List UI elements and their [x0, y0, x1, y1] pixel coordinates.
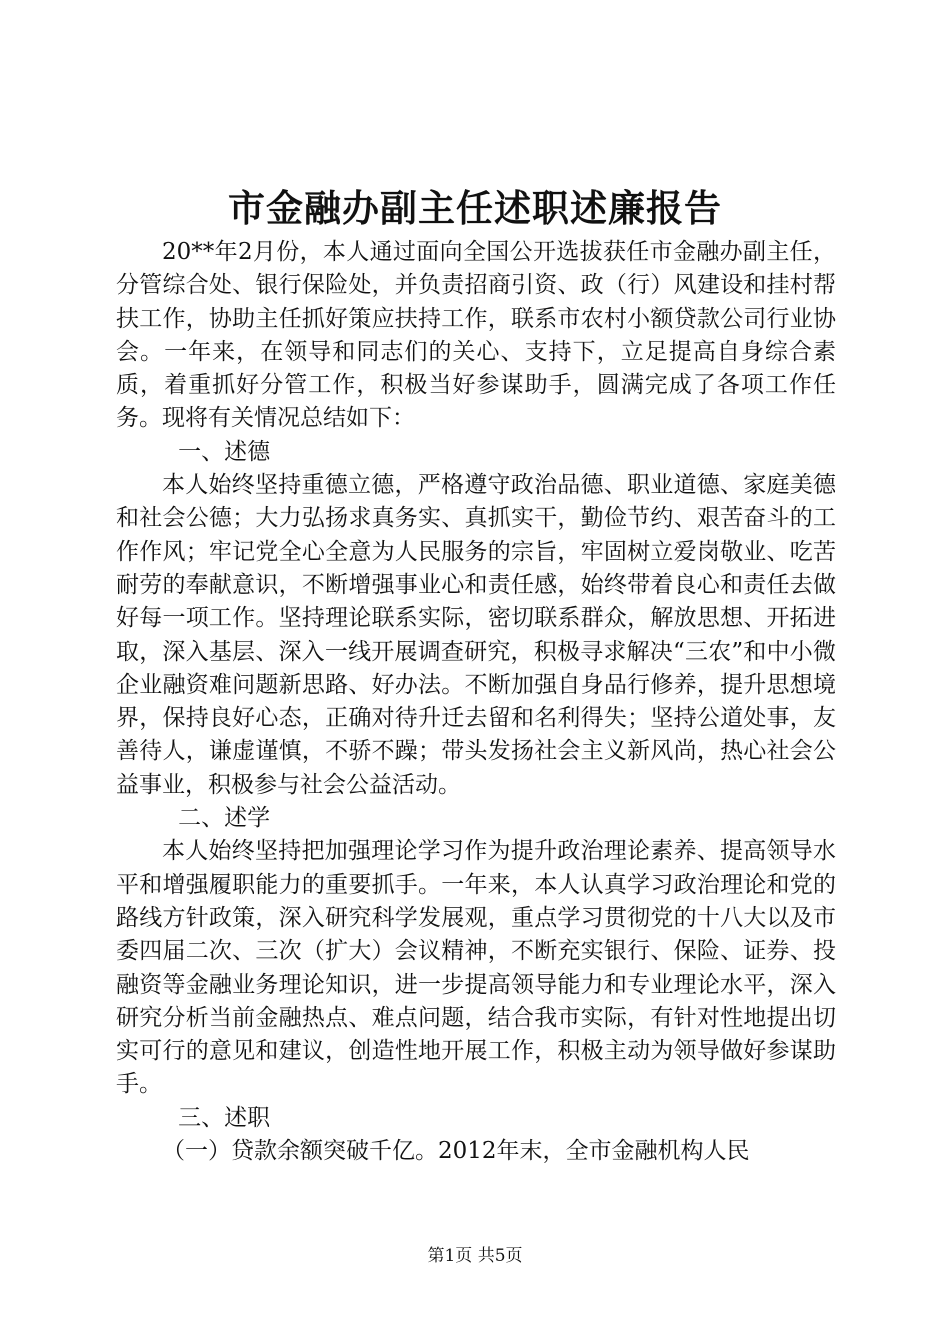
page-footer: 第1页 共5页 — [427, 1246, 523, 1266]
section-heading-duty: 三、述职 — [178, 1104, 271, 1131]
paragraph-intro: 20**年2月份，本人通过面向全国公开选拔获任市金融办副主任，分管综合处、银行保险处，并负责招商引资、政（行）风建设和挂村帮扶工作，协助主任抓好策应扶持工作，联系市农村小额贷款公司行业协会。一年来，在领导和同志们的关心、支持下，立足提高自身综合素质，着重抓好分管工作，积极当好参谋助手，圆满完成了各项工作任务。现将有关情况总结如下： — [116, 239, 836, 432]
section-heading-morality: 一、述德 — [178, 438, 271, 465]
paragraph-morality: 本人始终坚持重德立德，严格遵守政治品德、职业道德、家庭美德和社会公德；大力弘扬求真务实、真抓实干，勤俭节约、艰苦奋斗的工作作风；牢记党全心全意为人民服务的宗旨，牢固树立爱岗敬业、吃苦耐劳的奉献意识，不断增强事业心和责任感，始终带着良心和责任去做好每一项工作。坚持理论联系实际，密切联系群众，解放思想、开拓进取，深入基层、深入一线开展调查研究，积极寻求解决“三农”和中小微企业融资难问题新思路、好办法。不断加强自身品行修养，提升思想境界，保持良好心态，正确对待升迁去留和名利得失；坚持公道处事，友善待人，谦虚谨慎，不骄不躁；带头发扬社会主义新风尚，热心社会公益事业，积极参与社会公益活动。 — [116, 472, 836, 798]
document-body — [116, 236, 836, 1168]
section-heading-study: 二、述学 — [178, 805, 271, 832]
paragraph-study: 本人始终坚持把加强理论学习作为提升政治理论素养、提高领导水平和增强履职能力的重要抓手。一年来，本人认真学习政治理论和党的路线方针政策，深入研究科学发展观，重点学习贯彻党的十八大以及市委四届二次、三次（扩大）会议精神，不断充实银行、保险、证券、投融资等金融业务理论知识，进一步提高领导能力和专业理论水平，深入研究分析当前金融热点、难点问题，结合我市实际，有针对性地提出切实可行的意见和建议，创造性地开展工作，积极主动为领导做好参谋助手。 — [116, 838, 836, 1098]
paragraph-duty: （一）贷款余额突破千亿。2012年末，全市金融机构人民 — [162, 1138, 750, 1165]
document-title: 市金融办副主任述职述廉报告 — [228, 186, 722, 230]
